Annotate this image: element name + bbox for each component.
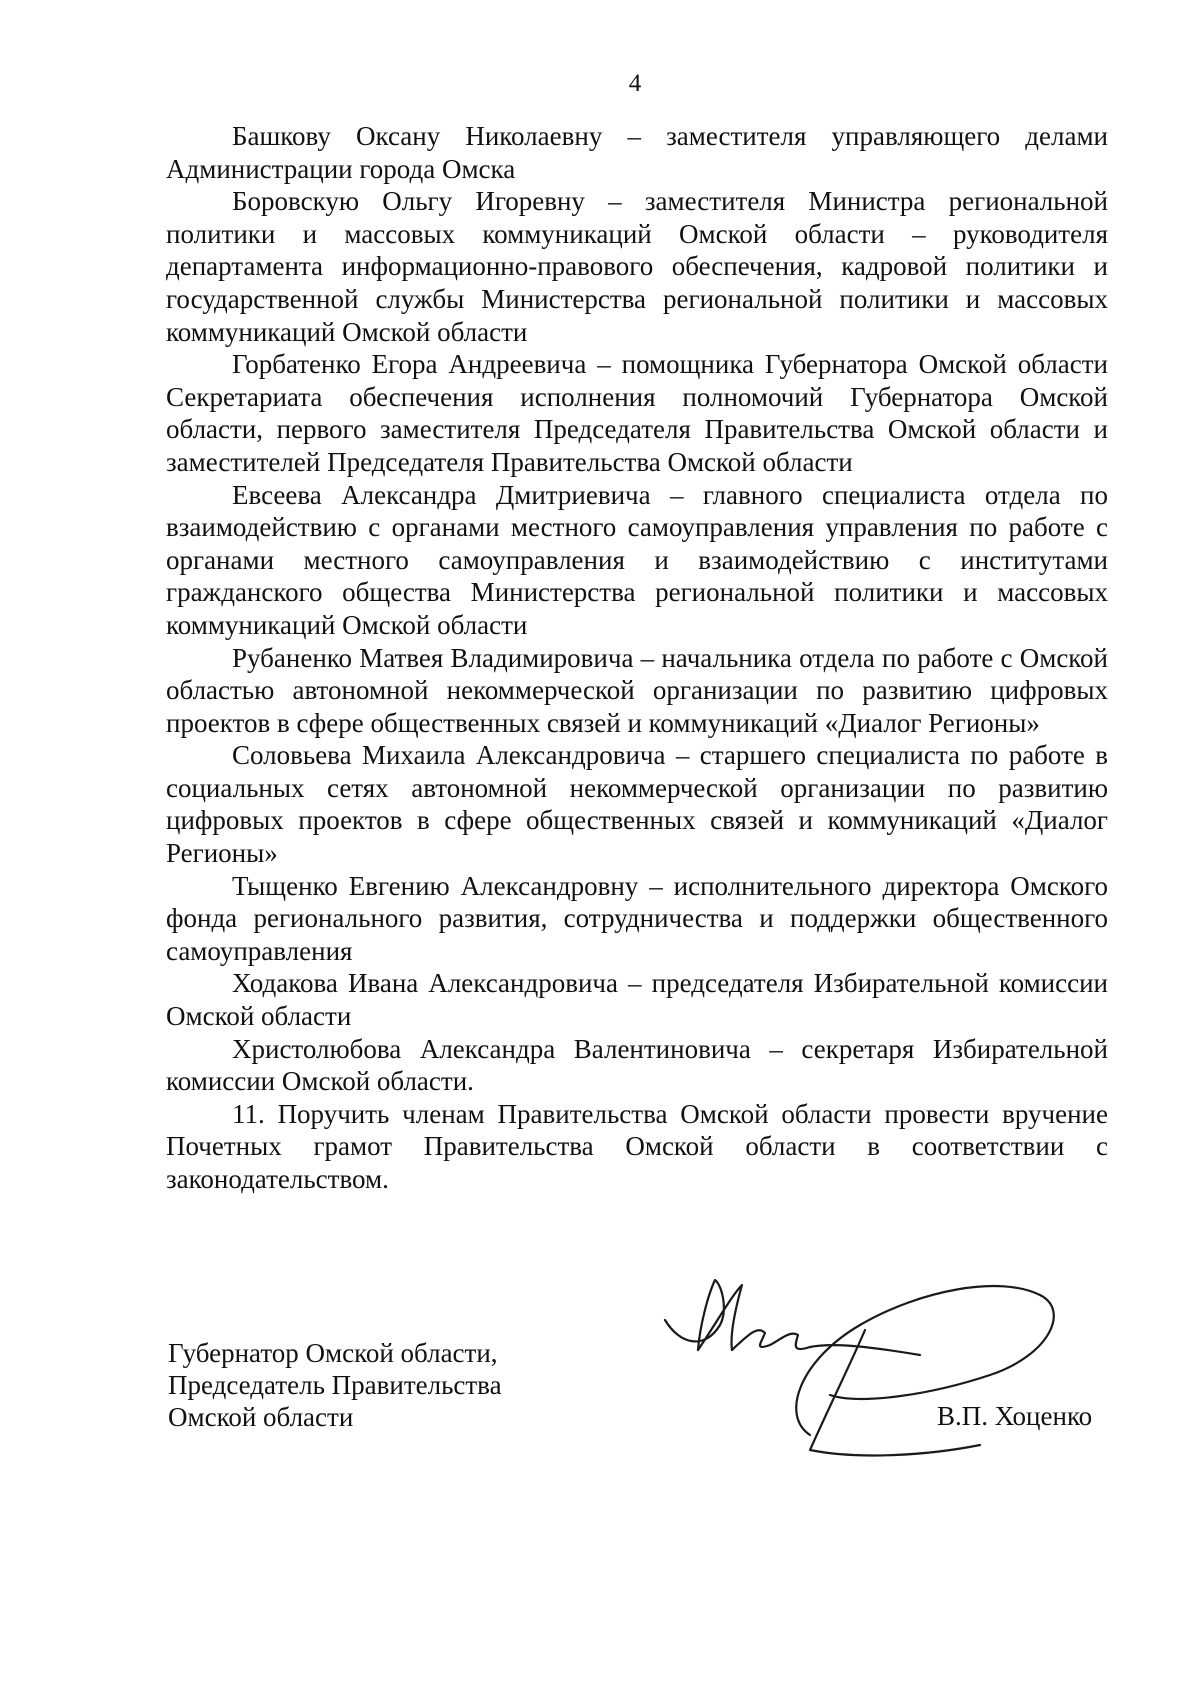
paragraph-rubanenko: Рубаненко Матвея Владимировича – начальника отдела по работе с Омской областью автономной некоммерческой организации по развитию цифровых проектов в сфере общественных связей и коммуникаций «Диалог Регионы»: [166, 642, 1108, 738]
paragraph-khodakov: Ходакова Ивана Александровича – председателя Избирательной комиссии Омской области: [166, 968, 1108, 1032]
signatory-title-line: Губернатор Омской области,: [168, 1338, 498, 1368]
paragraph-tyshchenko: Тыщенко Евгению Александровну – исполнительного директора Омского фонда регионального развития, сотрудничества и поддержки общественного самоуправления: [166, 870, 1108, 966]
paragraph-item-11: 11. Поручить членам Правительства Омской области провести вручение Почетных грамот Правительства Омской области в соответствии с законодательством.: [166, 1098, 1108, 1194]
paragraph-khristolyubov: Христолюбова Александра Валентиновича – секретаря Избирательной комиссии Омской области.: [166, 1033, 1108, 1097]
paragraph-solovyev: Соловьева Михаила Александровича – старшего специалиста по работе в социальных сетях автономной некоммерческой организации по развитию цифровых проектов в сфере общественных связей и коммуникаций «Диалог Регионы»: [166, 740, 1108, 869]
signature-letters: [732, 1330, 810, 1350]
signatory-title-line: Председатель Правительства: [168, 1370, 502, 1400]
page-number: 4: [628, 70, 642, 97]
paragraph-gorbatenko: Горбатенко Егора Андреевича – помощника Губернатора Омской области Секретариата обеспечения исполнения полномочий Губернатора Омской области, первого заместителя Председателя Правительства Омской области и заместителей Председателя Правительства Омской области: [166, 349, 1108, 477]
handwritten-signature-icon: [660, 1265, 1120, 1465]
signature-descender: [810, 1330, 980, 1455]
signatory-title: [168, 1337, 688, 1433]
signature-initial-stem: [698, 1285, 742, 1350]
document-body: [166, 120, 1108, 1196]
signatory-title-line: Омской области: [168, 1402, 354, 1432]
paragraph-evseev: Евсеева Александра Дмитриевича – главного специалиста отдела по взаимодействию с органами местного самоуправления управления по работе с органами местного самоуправления и взаимодействию с институтами гражданского общества Министерства региональной политики и массовых коммуникаций Омской области: [166, 479, 1108, 640]
signatory-name: В.П. Хоценко: [937, 1401, 1093, 1431]
paragraph-bashkova: Башкову Оксану Николаевну – заместителя управляющего делами Администрации города Омска: [166, 121, 1108, 184]
paragraph-borovskaya: Боровскую Ольгу Игоревну – заместителя Министра региональной политики и массовых коммуникаций Омской области – руководителя департамента информационно-правового обеспечения, кадровой политики и государственной службы Министерства региональной политики и массовых коммуникаций Омской области: [166, 186, 1108, 347]
signature-initial: [665, 1280, 724, 1350]
